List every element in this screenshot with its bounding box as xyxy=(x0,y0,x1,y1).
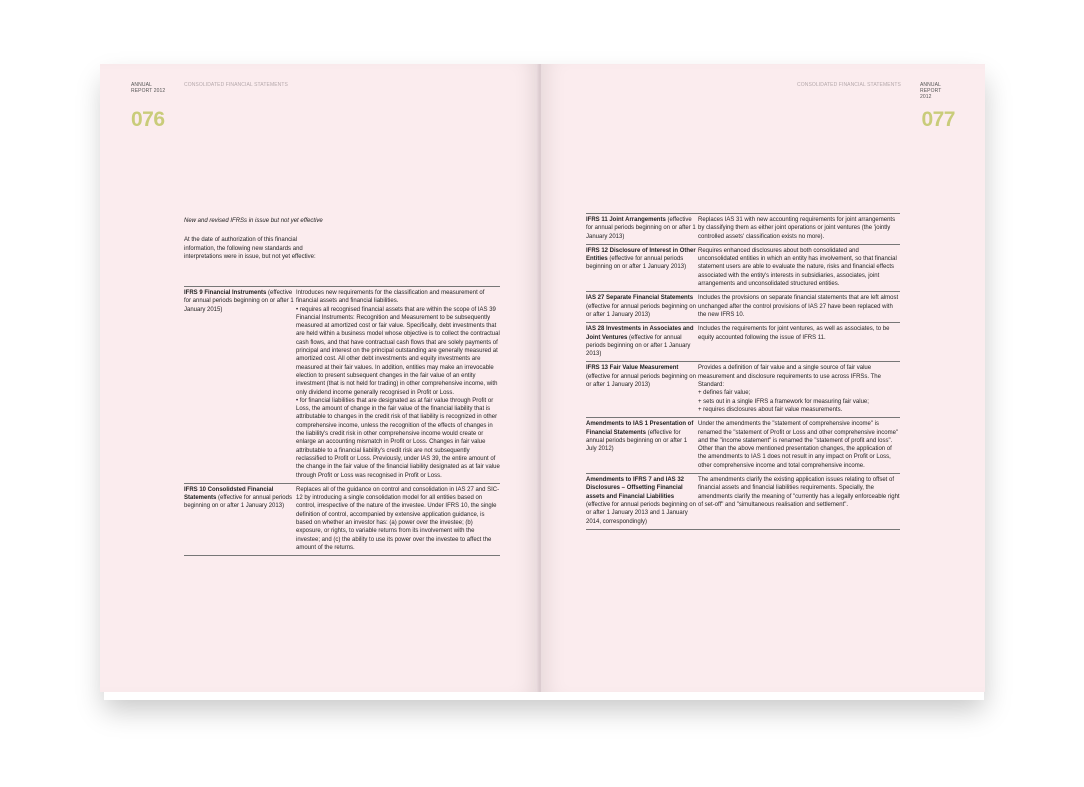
standard-name-cell xyxy=(184,483,296,555)
standard-description: Includes the provisions on separate financial statements that are left almost unchanged after the control provisions of IAS 27 have been replaced with the new IFRS 10. xyxy=(698,292,900,323)
standard-name-cell xyxy=(586,418,698,474)
table-row xyxy=(586,323,900,362)
table-row xyxy=(586,362,900,418)
page-number: 076 xyxy=(131,108,165,131)
effective-date-note: (effective for annual periods beginning on or after 1 January 2013) xyxy=(586,303,696,318)
table-row xyxy=(184,483,500,555)
table-row xyxy=(586,244,900,291)
table-row xyxy=(586,214,900,245)
effective-date-note: (effective for annual periods beginning on or after 1 January 2013) xyxy=(586,256,687,271)
table-row xyxy=(586,292,900,323)
standard-title: IFRS 10 Consolidsted Financial Statements xyxy=(184,486,274,502)
standard-description: Includes the requirements for joint ventures, as well as associates, to be equity accounted following the issue of IFRS 11. xyxy=(698,323,900,362)
standard-description: Requires enhanced disclosures about both consolidated and unconsolidated entities in which an entity has involvement, so that financial statement users are able to evaluate the nature, risks and financial effects associated with the entity's interests in subsidiaries, associates, joint arrangements and unconsolidated structured entities. xyxy=(698,244,900,291)
standard-description: Replaces all of the guidance on control and consolidation in IAS 27 and SIC-12 by introducing a single consolidation model for all entities based on control, irrespective of the nature of the investee. Under IFRS 10, the single definition of control, accompanied by extensive application guidance, is based on whether an investor has: (a) power over the investee; (b) exposure, or rights, to variable returns from its involvement with the investee; and (c) the ability to use its power over the investee to affect the amount of the returns. xyxy=(296,483,500,555)
left-page xyxy=(100,64,539,692)
table-row xyxy=(184,287,500,484)
standard-title: IFRS 9 Financial Instruments xyxy=(184,290,267,296)
right-page xyxy=(541,64,985,692)
standard-title: IAS 27 Separate Financial Statements xyxy=(586,295,694,302)
standard-description: Replaces IAS 31 with new accounting requirements for joint arrangements by classifying them as either joint operations or joint ventures (the 'jointly controlled assets' classification exists no more). xyxy=(698,214,900,245)
standard-title: IAS 28 Investments in Associates and Joint Ventures xyxy=(586,326,694,341)
standard-name-cell xyxy=(586,474,698,530)
effective-date-note: (effective for annual periods beginning on or after 1 January 2013) xyxy=(184,495,292,510)
intro-heading: New and revised IFRSs in issue but not yet effective xyxy=(184,218,323,224)
standard-description: Provides a definition of fair value and a single source of fair value measurement and disclosure requirements to use across IFRSs. The Standard: + defines fair value; + sets out in a single IFRS a framework for measuring fair value; + requires disclosures about fair value measurements. xyxy=(698,362,900,418)
effective-date-note: (effective for annual periods beginning on or after 1 January 2015) xyxy=(184,290,294,313)
annual-label: ANNUAL xyxy=(920,82,941,88)
standards-table-right xyxy=(586,213,900,530)
left-header-label xyxy=(131,82,165,94)
standard-name-cell xyxy=(586,323,698,362)
table-row xyxy=(586,418,900,474)
standard-title: Amendments to IAS 1 Presentation of Financial Statements xyxy=(586,421,694,436)
report-year-label: REPORT 2012 xyxy=(131,88,166,94)
standard-name-cell xyxy=(586,292,698,323)
standard-description: Under the amendments the "statement of comprehensive income" is renamed the "statement of Profit or Loss and other comprehensive income" and the "income statement" is renamed the "statement of profit and loss". Other than the above mentioned presentation changes, the application of the amendments to IAS 1 does not result in any impact on Profit or Loss, other comprehensive income and total comprehensive income. xyxy=(698,418,900,474)
effective-date-note: (effective for annual periods beginning on or after 1 January 2013 and 1 January 2014, correspondingly) xyxy=(586,501,696,525)
annual-label: ANNUAL xyxy=(131,82,152,88)
standard-name-cell xyxy=(184,287,296,484)
right-header-label xyxy=(920,82,954,100)
table-row xyxy=(586,474,900,530)
effective-date-note: (effective for annual periods beginning on or after 1 January 2013) xyxy=(586,334,691,358)
standard-title: Amendments to IFRS 7 and IAS 32 Disclosures – Offsetting Financial assets and Financial Liabilities xyxy=(586,477,685,500)
standard-description: Introduces new requirements for the classification and measurement of financial assets and financial liabilities. • requires all recognised financial assets that are within the scope of IAS 39 Financial Instruments: Recognition and Measurement to be subsequently measured at amortized cost or fair value. Specifically, debt investments that are held within a business model whose objective is to collect the contractual cash flows, and that have contractual cash flows that are solely payments of principal and interest on the principal outstanding are generally measured at amortized cost. All other debt investments and equity investments are measured at their fair values. In addition, entities may make an irrevocable election to present subsequent changes in the fair value of an entity investment (that is not held for trading) in other comprehensive income, with only dividend income generally recognised in Profit or Loss. • for financial liabilities that are designated as at fair value through Profit or Loss, the amount of change in the fair value of the financial liability that is attributable to changes in the credit risk of that liability is recognized in other comprehensive income, unless the recognition of the effects of changes in the liability's credit risk in other comprehensive income would create or enlarge an accounting mismatch in Profit or Loss. Changes in fair value attributable to a financial liability's credit risk are not subsequently reclassified to Profit or Loss. Previously, under IAS 39, the entire amount of the change in the fair value of the financial liability designated as at fair value through Profit or Loss was recognised in Profit or Loss. xyxy=(296,287,500,484)
effective-date-note: (effective for annual periods beginning on or after 1 January 2013) xyxy=(586,217,696,240)
intro-text: At the date of authorization of this financial information, the following new standards and interpretations were in issue, but not yet effective: xyxy=(184,237,316,260)
page-number: 077 xyxy=(921,108,955,131)
section-title: CONSOLIDATED FINANCIAL STATEMENTS xyxy=(184,82,288,88)
standard-title: IFRS 12 Disclosure of Interest in Other Entities xyxy=(586,247,696,263)
standard-title: IFRS 11 Joint Arrangements xyxy=(586,217,666,223)
standard-description: The amendments clarify the existing application issues relating to offset of financial assets and financial liabilities requirements. Specially, the amendments clarify the meaning of "currently has a legally enforceable right of set-off" and "simultaneous realisation and settlement". xyxy=(698,474,900,530)
section-title: CONSOLIDATED FINANCIAL STATEMENTS xyxy=(797,82,901,88)
effective-date-note: (effective for annual periods beginning on or after 1 July 2012) xyxy=(586,429,688,453)
report-year-label: REPORT 2012 xyxy=(920,88,942,100)
standard-name-cell xyxy=(586,244,698,291)
standard-title: IFRS 13 Fair Value Measurement xyxy=(586,365,679,372)
standards-table-left xyxy=(184,286,500,556)
standard-name-cell xyxy=(586,362,698,418)
standard-name-cell xyxy=(586,214,698,245)
effective-date-note: (effective for annual periods beginning on or after 1 January 2013) xyxy=(586,373,696,389)
